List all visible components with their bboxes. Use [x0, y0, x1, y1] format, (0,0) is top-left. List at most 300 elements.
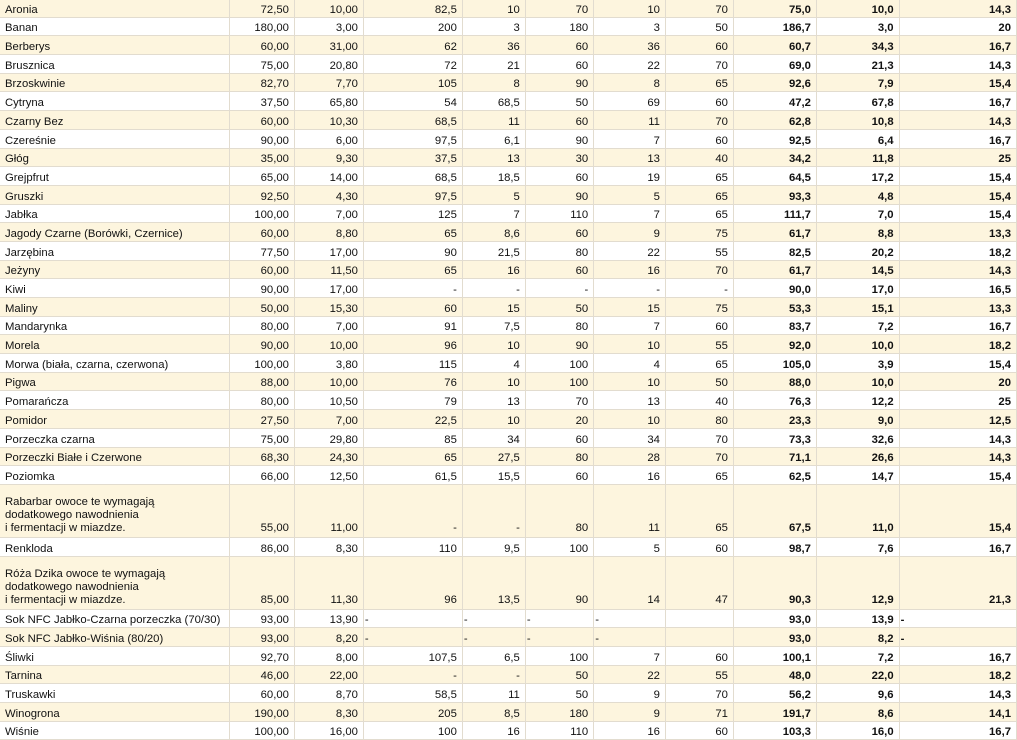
data-cell[interactable]: 205: [363, 703, 462, 722]
data-cell[interactable]: 10,0: [816, 0, 899, 17]
data-cell[interactable]: 60,00: [230, 260, 295, 279]
data-cell[interactable]: 96: [363, 556, 462, 609]
data-cell[interactable]: 22: [594, 241, 666, 260]
data-cell[interactable]: 40: [665, 391, 733, 410]
data-cell[interactable]: 62,8: [733, 111, 816, 130]
data-cell[interactable]: 82,5: [363, 0, 462, 17]
data-cell[interactable]: 14,3: [899, 0, 1016, 17]
data-cell[interactable]: 15,4: [899, 466, 1016, 485]
data-cell[interactable]: 13: [462, 391, 525, 410]
data-cell[interactable]: -: [363, 665, 462, 684]
data-cell[interactable]: 65,00: [230, 167, 295, 186]
data-cell[interactable]: 18,5: [462, 167, 525, 186]
data-cell[interactable]: 11,8: [816, 148, 899, 167]
data-cell[interactable]: 6,4: [816, 129, 899, 148]
data-cell[interactable]: 100: [525, 537, 593, 556]
data-cell[interactable]: 80,00: [230, 391, 295, 410]
data-cell[interactable]: [665, 628, 733, 647]
fruit-name-cell[interactable]: Winogrona: [0, 703, 230, 722]
data-cell[interactable]: 21,5: [462, 241, 525, 260]
data-cell[interactable]: 10: [594, 0, 666, 17]
data-cell[interactable]: 65: [665, 354, 733, 373]
data-cell[interactable]: 3,80: [294, 354, 363, 373]
data-cell[interactable]: 7: [462, 204, 525, 223]
data-cell[interactable]: 9,6: [816, 684, 899, 703]
data-cell[interactable]: 80: [525, 484, 593, 537]
data-cell[interactable]: 14,3: [899, 260, 1016, 279]
data-cell[interactable]: 53,3: [733, 298, 816, 317]
data-cell[interactable]: 35,00: [230, 148, 295, 167]
data-cell[interactable]: 34,3: [816, 36, 899, 55]
data-cell[interactable]: 16,7: [899, 36, 1016, 55]
data-cell[interactable]: 7,2: [816, 646, 899, 665]
data-cell[interactable]: 70: [665, 55, 733, 74]
fruit-name-cell[interactable]: Sok NFC Jabłko-Wiśnia (80/20): [0, 628, 230, 647]
data-cell[interactable]: 7: [594, 316, 666, 335]
data-cell[interactable]: 65: [665, 185, 733, 204]
data-cell[interactable]: -: [462, 628, 525, 647]
fruit-name-cell[interactable]: Renkloda: [0, 537, 230, 556]
data-cell[interactable]: 25: [899, 148, 1016, 167]
data-cell[interactable]: 3,0: [816, 17, 899, 36]
data-cell[interactable]: 15,4: [899, 484, 1016, 537]
data-cell[interactable]: 13,3: [899, 298, 1016, 317]
data-cell[interactable]: 80: [525, 316, 593, 335]
data-cell[interactable]: 60: [665, 129, 733, 148]
data-cell[interactable]: 69: [594, 92, 666, 111]
data-cell[interactable]: 22,00: [294, 665, 363, 684]
data-cell[interactable]: 71: [665, 703, 733, 722]
data-cell[interactable]: 10: [594, 335, 666, 354]
data-cell[interactable]: 55: [665, 241, 733, 260]
data-cell[interactable]: 90: [363, 241, 462, 260]
data-cell[interactable]: 60: [525, 55, 593, 74]
data-cell[interactable]: 90: [525, 185, 593, 204]
data-cell[interactable]: 186,7: [733, 17, 816, 36]
data-cell[interactable]: 115: [363, 354, 462, 373]
data-cell[interactable]: 21: [462, 55, 525, 74]
data-cell[interactable]: 60: [525, 111, 593, 130]
data-cell[interactable]: -: [363, 609, 462, 628]
data-cell[interactable]: 7,5: [462, 316, 525, 335]
data-cell[interactable]: 100,1: [733, 646, 816, 665]
data-cell[interactable]: 23,3: [733, 410, 816, 429]
data-cell[interactable]: 80: [525, 447, 593, 466]
data-cell[interactable]: 10: [462, 335, 525, 354]
data-cell[interactable]: 90: [525, 335, 593, 354]
fruit-name-cell[interactable]: Banan: [0, 17, 230, 36]
data-cell[interactable]: 8: [462, 73, 525, 92]
data-cell[interactable]: 7,00: [294, 316, 363, 335]
data-cell[interactable]: 16,7: [899, 316, 1016, 335]
data-cell[interactable]: 8,8: [816, 223, 899, 242]
data-cell[interactable]: 70: [665, 0, 733, 17]
data-cell[interactable]: 70: [665, 111, 733, 130]
fruit-name-cell[interactable]: Sok NFC Jabłko-Czarna porzeczka (70/30): [0, 609, 230, 628]
data-cell[interactable]: 80: [525, 241, 593, 260]
data-cell[interactable]: -: [899, 609, 1016, 628]
data-cell[interactable]: 8,70: [294, 684, 363, 703]
data-cell[interactable]: 97,5: [363, 185, 462, 204]
data-cell[interactable]: -: [899, 628, 1016, 647]
data-cell[interactable]: 77,50: [230, 241, 295, 260]
data-cell[interactable]: 16,7: [899, 646, 1016, 665]
data-cell[interactable]: 65: [665, 204, 733, 223]
data-cell[interactable]: 93,0: [733, 628, 816, 647]
fruit-name-cell[interactable]: Kiwi: [0, 279, 230, 298]
data-cell[interactable]: 88,0: [733, 372, 816, 391]
data-cell[interactable]: 90,3: [733, 556, 816, 609]
data-cell[interactable]: 15: [462, 298, 525, 317]
data-cell[interactable]: 8,00: [294, 646, 363, 665]
data-cell[interactable]: 24,30: [294, 447, 363, 466]
data-cell[interactable]: 12,9: [816, 556, 899, 609]
data-cell[interactable]: -: [462, 279, 525, 298]
data-cell[interactable]: 8,20: [294, 628, 363, 647]
data-cell[interactable]: 90: [525, 129, 593, 148]
data-cell[interactable]: 60: [665, 36, 733, 55]
data-cell[interactable]: 75,0: [733, 0, 816, 17]
data-cell[interactable]: 14,3: [899, 55, 1016, 74]
data-cell[interactable]: 100: [525, 646, 593, 665]
data-cell[interactable]: 19: [594, 167, 666, 186]
fruit-name-cell[interactable]: Truskawki: [0, 684, 230, 703]
data-cell[interactable]: 9,0: [816, 410, 899, 429]
data-cell[interactable]: 47: [665, 556, 733, 609]
data-cell[interactable]: 85,00: [230, 556, 295, 609]
data-cell[interactable]: 8,30: [294, 703, 363, 722]
data-cell[interactable]: 9,30: [294, 148, 363, 167]
data-cell[interactable]: 65: [665, 167, 733, 186]
data-cell[interactable]: 60: [363, 298, 462, 317]
fruit-name-cell[interactable]: Jagody Czarne (Borówki, Czernice): [0, 223, 230, 242]
fruit-name-cell[interactable]: Porzeczka czarna: [0, 428, 230, 447]
fruit-name-cell[interactable]: Morela: [0, 335, 230, 354]
data-cell[interactable]: 60: [665, 537, 733, 556]
data-cell[interactable]: 107,5: [363, 646, 462, 665]
fruit-name-cell[interactable]: Róża Dzika owoce te wymagają dodatkowego nawodnienia i fermentacji w miazdze.: [0, 556, 230, 609]
data-cell[interactable]: 60,00: [230, 223, 295, 242]
data-cell[interactable]: 15,4: [899, 73, 1016, 92]
fruit-name-cell[interactable]: Morwa (biała, czarna, czerwona): [0, 354, 230, 373]
data-cell[interactable]: 3,9: [816, 354, 899, 373]
data-cell[interactable]: 76,3: [733, 391, 816, 410]
data-cell[interactable]: 61,7: [733, 223, 816, 242]
data-cell[interactable]: 71,1: [733, 447, 816, 466]
data-cell[interactable]: -: [594, 279, 666, 298]
data-cell[interactable]: 70: [665, 428, 733, 447]
data-cell[interactable]: 67,8: [816, 92, 899, 111]
data-cell[interactable]: 70: [665, 447, 733, 466]
data-cell[interactable]: 85: [363, 428, 462, 447]
data-cell[interactable]: 10,00: [294, 335, 363, 354]
data-cell[interactable]: 11,30: [294, 556, 363, 609]
data-cell[interactable]: 10,50: [294, 391, 363, 410]
data-cell[interactable]: 18,2: [899, 335, 1016, 354]
data-cell[interactable]: 7: [594, 204, 666, 223]
data-cell[interactable]: 62,5: [733, 466, 816, 485]
data-cell[interactable]: 73,3: [733, 428, 816, 447]
fruit-name-cell[interactable]: Tarnina: [0, 665, 230, 684]
data-cell[interactable]: 16: [462, 721, 525, 740]
data-cell[interactable]: 7,00: [294, 204, 363, 223]
data-cell[interactable]: 16,7: [899, 129, 1016, 148]
data-cell[interactable]: 8,80: [294, 223, 363, 242]
data-cell[interactable]: 61,7: [733, 260, 816, 279]
data-cell[interactable]: 180: [525, 703, 593, 722]
data-cell[interactable]: 75,00: [230, 428, 295, 447]
data-cell[interactable]: 46,00: [230, 665, 295, 684]
data-cell[interactable]: 68,5: [363, 167, 462, 186]
data-cell[interactable]: -: [594, 609, 666, 628]
data-cell[interactable]: 3: [462, 17, 525, 36]
data-cell[interactable]: 50: [665, 17, 733, 36]
data-cell[interactable]: 16: [594, 721, 666, 740]
data-cell[interactable]: 93,3: [733, 185, 816, 204]
fruit-name-cell[interactable]: Jabłka: [0, 204, 230, 223]
data-cell[interactable]: 65: [363, 223, 462, 242]
data-cell[interactable]: 7,0: [816, 204, 899, 223]
data-cell[interactable]: 7,70: [294, 73, 363, 92]
data-cell[interactable]: 7,6: [816, 537, 899, 556]
data-cell[interactable]: 10: [462, 372, 525, 391]
data-cell[interactable]: 72,50: [230, 0, 295, 17]
data-cell[interactable]: 88,00: [230, 372, 295, 391]
fruit-name-cell[interactable]: Czereśnie: [0, 129, 230, 148]
data-cell[interactable]: 16,5: [899, 279, 1016, 298]
data-cell[interactable]: 50: [525, 665, 593, 684]
data-cell[interactable]: 90,0: [733, 279, 816, 298]
data-cell[interactable]: 96: [363, 335, 462, 354]
data-cell[interactable]: 10,0: [816, 335, 899, 354]
data-cell[interactable]: 13: [594, 148, 666, 167]
data-cell[interactable]: 15,4: [899, 185, 1016, 204]
data-cell[interactable]: 191,7: [733, 703, 816, 722]
data-cell[interactable]: 15,5: [462, 466, 525, 485]
fruit-name-cell[interactable]: Jarzębina: [0, 241, 230, 260]
fruit-name-cell[interactable]: Grejpfrut: [0, 167, 230, 186]
data-cell[interactable]: 8,6: [462, 223, 525, 242]
data-cell[interactable]: 16: [594, 466, 666, 485]
data-cell[interactable]: 98,7: [733, 537, 816, 556]
data-cell[interactable]: 100,00: [230, 721, 295, 740]
data-cell[interactable]: [665, 609, 733, 628]
data-cell[interactable]: 100,00: [230, 204, 295, 223]
data-cell[interactable]: 36: [594, 36, 666, 55]
fruit-name-cell[interactable]: Mandarynka: [0, 316, 230, 335]
data-cell[interactable]: -: [462, 609, 525, 628]
data-cell[interactable]: -: [363, 279, 462, 298]
data-cell[interactable]: 55: [665, 335, 733, 354]
data-cell[interactable]: 10,00: [294, 372, 363, 391]
data-cell[interactable]: 13,3: [899, 223, 1016, 242]
data-cell[interactable]: 13,5: [462, 556, 525, 609]
data-cell[interactable]: 10: [594, 410, 666, 429]
data-cell[interactable]: 11: [462, 684, 525, 703]
data-cell[interactable]: -: [525, 609, 593, 628]
data-cell[interactable]: 56,2: [733, 684, 816, 703]
data-cell[interactable]: 100: [525, 354, 593, 373]
data-cell[interactable]: 16,00: [294, 721, 363, 740]
data-cell[interactable]: 3: [594, 17, 666, 36]
data-cell[interactable]: 200: [363, 17, 462, 36]
data-cell[interactable]: -: [363, 484, 462, 537]
data-cell[interactable]: 48,0: [733, 665, 816, 684]
data-cell[interactable]: 37,50: [230, 92, 295, 111]
data-cell[interactable]: 13: [462, 148, 525, 167]
data-cell[interactable]: 10,0: [816, 372, 899, 391]
data-cell[interactable]: 55: [665, 665, 733, 684]
data-cell[interactable]: 8,5: [462, 703, 525, 722]
data-cell[interactable]: 125: [363, 204, 462, 223]
data-cell[interactable]: 34: [462, 428, 525, 447]
data-cell[interactable]: -: [594, 628, 666, 647]
data-cell[interactable]: 190,00: [230, 703, 295, 722]
data-cell[interactable]: 100: [525, 372, 593, 391]
data-cell[interactable]: 75,00: [230, 55, 295, 74]
data-cell[interactable]: 60: [665, 316, 733, 335]
data-cell[interactable]: 93,00: [230, 609, 295, 628]
data-cell[interactable]: 12,5: [899, 410, 1016, 429]
data-cell[interactable]: 64,5: [733, 167, 816, 186]
data-cell[interactable]: 10: [594, 372, 666, 391]
data-cell[interactable]: 16,7: [899, 721, 1016, 740]
data-cell[interactable]: 28: [594, 447, 666, 466]
data-cell[interactable]: 20: [525, 410, 593, 429]
fruit-name-cell[interactable]: Jeżyny: [0, 260, 230, 279]
data-cell[interactable]: 40: [665, 148, 733, 167]
data-cell[interactable]: -: [462, 665, 525, 684]
data-cell[interactable]: 86,00: [230, 537, 295, 556]
data-cell[interactable]: 14,3: [899, 111, 1016, 130]
data-cell[interactable]: 6,00: [294, 129, 363, 148]
data-cell[interactable]: 100,00: [230, 354, 295, 373]
data-cell[interactable]: 13,9: [816, 609, 899, 628]
data-cell[interactable]: 82,70: [230, 73, 295, 92]
data-cell[interactable]: 90: [525, 556, 593, 609]
data-cell[interactable]: 4: [594, 354, 666, 373]
data-cell[interactable]: 60: [665, 92, 733, 111]
fruit-name-cell[interactable]: Maliny: [0, 298, 230, 317]
data-cell[interactable]: 5: [462, 185, 525, 204]
data-cell[interactable]: 105,0: [733, 354, 816, 373]
data-cell[interactable]: 110: [363, 537, 462, 556]
data-cell[interactable]: 60: [525, 36, 593, 55]
data-cell[interactable]: 31,00: [294, 36, 363, 55]
fruit-name-cell[interactable]: Pomidor: [0, 410, 230, 429]
data-cell[interactable]: 11,50: [294, 260, 363, 279]
data-cell[interactable]: 76: [363, 372, 462, 391]
data-cell[interactable]: 22: [594, 55, 666, 74]
data-cell[interactable]: 9: [594, 223, 666, 242]
data-cell[interactable]: 65: [363, 447, 462, 466]
data-cell[interactable]: 4: [462, 354, 525, 373]
data-cell[interactable]: 92,0: [733, 335, 816, 354]
data-cell[interactable]: 60: [525, 466, 593, 485]
data-cell[interactable]: 10,00: [294, 0, 363, 17]
data-cell[interactable]: 18,2: [899, 665, 1016, 684]
data-cell[interactable]: 22,0: [816, 665, 899, 684]
data-cell[interactable]: 60: [665, 721, 733, 740]
data-cell[interactable]: 14,7: [816, 466, 899, 485]
data-cell[interactable]: 68,5: [363, 111, 462, 130]
data-cell[interactable]: 12,50: [294, 466, 363, 485]
data-cell[interactable]: 72: [363, 55, 462, 74]
fruit-name-cell[interactable]: Czarny Bez: [0, 111, 230, 130]
data-cell[interactable]: 75: [665, 223, 733, 242]
data-cell[interactable]: 14,3: [899, 684, 1016, 703]
data-cell[interactable]: 47,2: [733, 92, 816, 111]
data-cell[interactable]: 92,5: [733, 129, 816, 148]
data-cell[interactable]: 7: [594, 129, 666, 148]
fruit-name-cell[interactable]: Gruszki: [0, 185, 230, 204]
data-cell[interactable]: 62: [363, 36, 462, 55]
data-cell[interactable]: 37,5: [363, 148, 462, 167]
data-cell[interactable]: 14,00: [294, 167, 363, 186]
data-cell[interactable]: 55,00: [230, 484, 295, 537]
data-cell[interactable]: 83,7: [733, 316, 816, 335]
data-cell[interactable]: 65: [665, 466, 733, 485]
fruit-name-cell[interactable]: Pigwa: [0, 372, 230, 391]
data-cell[interactable]: 80: [665, 410, 733, 429]
data-cell[interactable]: 11,00: [294, 484, 363, 537]
data-cell[interactable]: 82,5: [733, 241, 816, 260]
data-cell[interactable]: 20,2: [816, 241, 899, 260]
data-cell[interactable]: 60: [525, 167, 593, 186]
data-cell[interactable]: 50: [525, 684, 593, 703]
data-cell[interactable]: 14: [594, 556, 666, 609]
data-cell[interactable]: 3,00: [294, 17, 363, 36]
data-cell[interactable]: 26,6: [816, 447, 899, 466]
fruit-name-cell[interactable]: Śliwki: [0, 646, 230, 665]
data-cell[interactable]: 90: [525, 73, 593, 92]
data-cell[interactable]: 92,50: [230, 185, 295, 204]
data-cell[interactable]: 70: [665, 260, 733, 279]
data-cell[interactable]: 34: [594, 428, 666, 447]
data-cell[interactable]: 60: [525, 428, 593, 447]
data-cell[interactable]: 90,00: [230, 335, 295, 354]
data-cell[interactable]: -: [462, 484, 525, 537]
data-cell[interactable]: 6,1: [462, 129, 525, 148]
data-cell[interactable]: 12,2: [816, 391, 899, 410]
data-cell[interactable]: 103,3: [733, 721, 816, 740]
data-cell[interactable]: 8,30: [294, 537, 363, 556]
data-cell[interactable]: 5: [594, 185, 666, 204]
data-cell[interactable]: 16: [462, 260, 525, 279]
fruit-name-cell[interactable]: Cytryna: [0, 92, 230, 111]
fruit-name-cell[interactable]: Brzoskwinie: [0, 73, 230, 92]
data-cell[interactable]: 68,30: [230, 447, 295, 466]
data-cell[interactable]: 180: [525, 17, 593, 36]
data-cell[interactable]: 91: [363, 316, 462, 335]
data-cell[interactable]: 21,3: [899, 556, 1016, 609]
data-cell[interactable]: 7,00: [294, 410, 363, 429]
data-cell[interactable]: 21,3: [816, 55, 899, 74]
data-cell[interactable]: 93,0: [733, 609, 816, 628]
data-cell[interactable]: 90,00: [230, 279, 295, 298]
data-cell[interactable]: 110: [525, 721, 593, 740]
data-cell[interactable]: 7,2: [816, 316, 899, 335]
data-cell[interactable]: 180,00: [230, 17, 295, 36]
data-cell[interactable]: 29,80: [294, 428, 363, 447]
data-cell[interactable]: 15,30: [294, 298, 363, 317]
data-cell[interactable]: 17,2: [816, 167, 899, 186]
data-cell[interactable]: -: [665, 279, 733, 298]
fruit-name-cell[interactable]: Rabarbar owoce te wymagają dodatkowego nawodnienia i fermentacji w miazdze.: [0, 484, 230, 537]
data-cell[interactable]: 17,00: [294, 279, 363, 298]
data-cell[interactable]: 79: [363, 391, 462, 410]
data-cell[interactable]: 66,00: [230, 466, 295, 485]
